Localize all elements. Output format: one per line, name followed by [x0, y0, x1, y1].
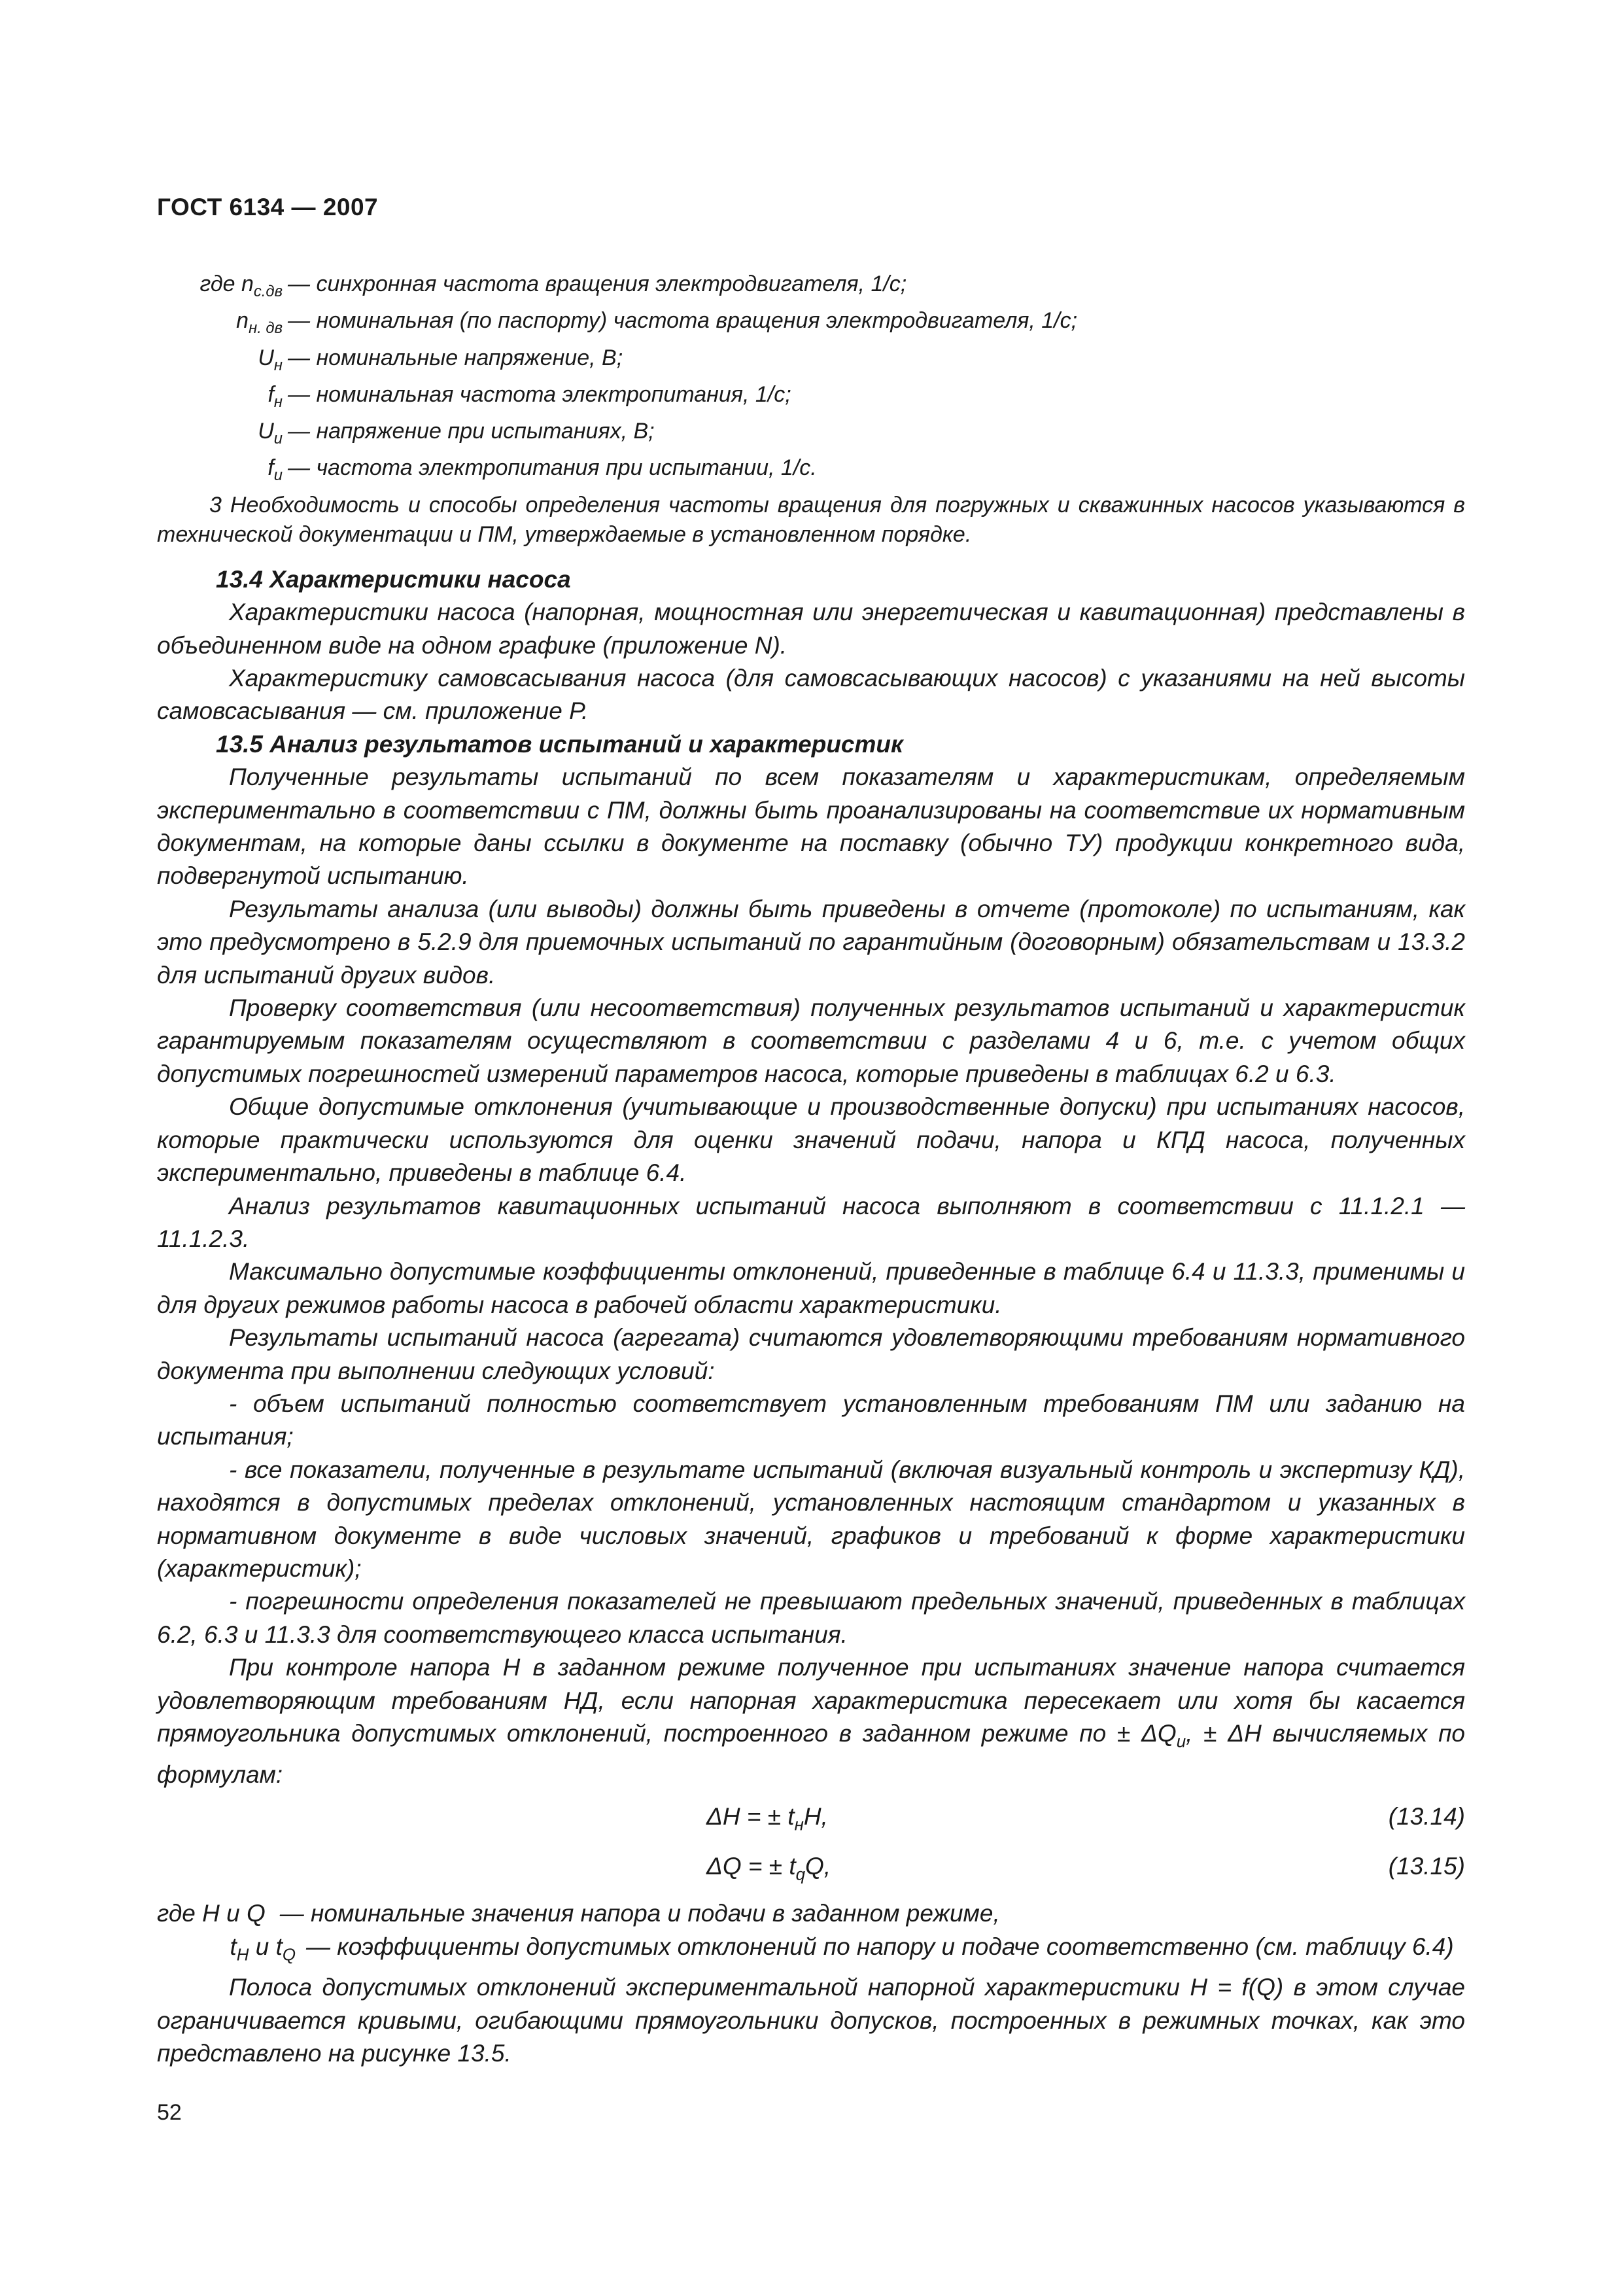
where-definition — [157, 1931, 1465, 1972]
paragraph: Полоса допустимых отклонений экспериментальной напорной характеристики Н = f(Q) в этом случае ограничивается кривыми, огибающими прямоугольники допусков, построенных в режимных точках, как это представлено на рисунке 13.5. — [157, 1974, 1465, 2067]
formula-left: ΔQ = ± t — [706, 1853, 796, 1880]
where-symbol: t — [230, 1933, 237, 1960]
formula-subscript: q — [795, 1865, 806, 1884]
paragraph — [157, 1651, 1465, 1791]
formula-number: (13.15) — [1388, 1853, 1465, 1880]
section-heading-13-4: 13.4 Характеристики насоса — [216, 565, 571, 593]
definition-symbol: f — [268, 455, 274, 481]
formula-left: ΔН = ± t — [706, 1803, 795, 1831]
definition-row — [157, 343, 1465, 380]
section-heading-13-5: 13.5 Анализ результатов испытаний и характеристик — [216, 730, 903, 758]
document-body — [157, 270, 1465, 2071]
paragraph: Максимально допустимые коэффициенты отклонений, приведенные в таблице 6.4 и 11.3.3, применимы и для других режимов работы насоса в рабочей области характеристики. — [157, 1258, 1465, 1318]
page-number: 52 — [157, 2100, 182, 2125]
paragraph-text: При контроле напора Н в заданном режиме полученное при испытаниях значение напора считается удовлетворяющим требованиям НД, если напорная характеристика пересекает или хотя бы касается прямоугольника допустимых отклонений, построенного в заданном режиме по ± ΔQ — [157, 1654, 1465, 1747]
definition-symbol: где n — [199, 272, 254, 296]
definition-text: — синхронная частота вращения электродвигателя, 1/с; — [288, 272, 907, 296]
paragraph: Результаты анализа (или выводы) должны быть приведены в отчете (протоколе) по испытаниям, как это предусмотрено в 5.2.9 для приемочных испытаний по гарантийным (договорным) обязательствам и 13.3.2 для испытаний других видов. — [157, 895, 1465, 989]
paragraph: Общие допустимые отклонения (учитывающие и производственные допуски) при испытаниях насосов, которые практически используются для оценки значений подачи, напора и КПД насоса, полученных экспериментально, приведены в таблице 6.4. — [157, 1093, 1465, 1187]
definition-symbol: U — [258, 419, 274, 444]
subscript: H — [236, 1946, 249, 1964]
list-item: - погрешности определения показателей не превышают предельных значений, приведенных в таблицах 6.2, 6.3 и 11.3.3 для соответствующего класса испытания. — [157, 1588, 1465, 1648]
list-item: - объем испытаний полностью соответствует установленным требованиям ПМ или заданию на испытания; — [157, 1390, 1465, 1450]
definition-text: — номинальная частота электропитания, 1/с; — [288, 381, 791, 407]
definition-subscript: н — [273, 393, 283, 411]
definition-text: — напряжение при испытаниях, В; — [288, 419, 655, 444]
formula-right: H, — [803, 1803, 828, 1831]
paragraph: Проверку соответствия (или несоответствия) полученных результатов испытаний и характеристик гарантируемым показателям осуществляют в соответствии с разделами 4 и 6, т.е. с учетом общих допустимых погрешностей измерений параметров насоса, которые приведены в таблицах 6.2 и 6.3. — [157, 994, 1465, 1087]
definition-symbol: U — [258, 345, 274, 370]
subscript: Q — [282, 1946, 296, 1964]
where-symbol: где Н и Q — [157, 1900, 266, 1927]
definition-subscript: и — [273, 429, 283, 447]
paragraph: Полученные результаты испытаний по всем показателям и характеристикам, определяемым экспериментально в соответствии с ПМ, должны быть проанализированы на соответствие их нормативным документам, на которые даны ссылки в документе на поставку (обычно ТУ) продукции конкретного вида, подвергнутой испытанию. — [157, 763, 1465, 890]
document-header: ГОСТ 6134 — 2007 — [157, 194, 379, 220]
where-text: — номинальные значения напора и подачи в заданном режиме, — [279, 1900, 1000, 1927]
where-symbol-mid: и t — [249, 1933, 283, 1960]
where-definition — [157, 1897, 1465, 1930]
definition-row — [157, 306, 1465, 343]
paragraph: Анализ результатов кавитационных испытаний насоса выполняют в соответствии с 11.1.2.1 — 11.1.2.3. — [157, 1192, 1465, 1252]
subscript: и — [1176, 1732, 1186, 1751]
definition-subscript: и — [273, 466, 283, 485]
definition-symbol: n — [236, 308, 249, 334]
paragraph-text-tail: , ± ΔН вычисляемых по формулам: — [157, 1720, 1466, 1788]
formula-right: Q, — [805, 1853, 831, 1880]
symbol-definitions — [157, 270, 1465, 491]
definition-subscript: н. дв — [249, 319, 283, 338]
formula-number: (13.14) — [1388, 1803, 1465, 1831]
definition-subscript: с.дв — [253, 282, 283, 300]
list-item: - все показатели, полученные в результате испытаний (включая визуальный контроль и экспертизу КД), находятся в допустимых пределах отклонений, установленных настоящим стандартом и указанных в нормативном документе в виде числовых значений, графиков и требований к форме характеристики (характеристик); — [157, 1456, 1465, 1582]
definition-text: — номинальная (по паспорту) частота вращения электродвигателя, 1/с; — [288, 308, 1078, 334]
definition-row — [157, 380, 1465, 417]
definition-row — [157, 453, 1465, 490]
paragraph: Характеристику самовсасывания насоса (для самовсасывающих насосов) с указаниями на ней высоты самовсасывания — см. приложение Р. — [157, 665, 1465, 725]
definition-text: — частота электропитания при испытании, 1/с. — [288, 455, 817, 481]
formula-subscript: н — [794, 1815, 804, 1834]
where-text: — коэффициенты допустимых отклонений по напору и подаче соответственно (см. таблицу 6.4) — [306, 1933, 1454, 1960]
formula-13-14 — [157, 1791, 1465, 1841]
note-3: 3 Необходимость и способы определения частоты вращения для погружных и скважинных насосов указываются в технической документации и ПМ, утверждаемые в установленном порядке. — [157, 492, 1465, 548]
definition-text: — номинальные напряжение, В; — [288, 345, 623, 370]
formula-13-15 — [157, 1841, 1465, 1891]
definition-symbol: f — [268, 381, 274, 407]
paragraph: Характеристики насоса (напорная, мощностная или энергетическая и кавитационная) представлены в объединенном виде на одном графике (приложение N). — [157, 599, 1465, 659]
paragraph: Результаты испытаний насоса (агрегата) считаются удовлетворяющими требованиям нормативного документа при выполнении следующих условий: — [157, 1324, 1465, 1384]
definition-row — [157, 417, 1465, 453]
definition-subscript: н — [273, 356, 283, 374]
definition-row — [157, 270, 1465, 306]
